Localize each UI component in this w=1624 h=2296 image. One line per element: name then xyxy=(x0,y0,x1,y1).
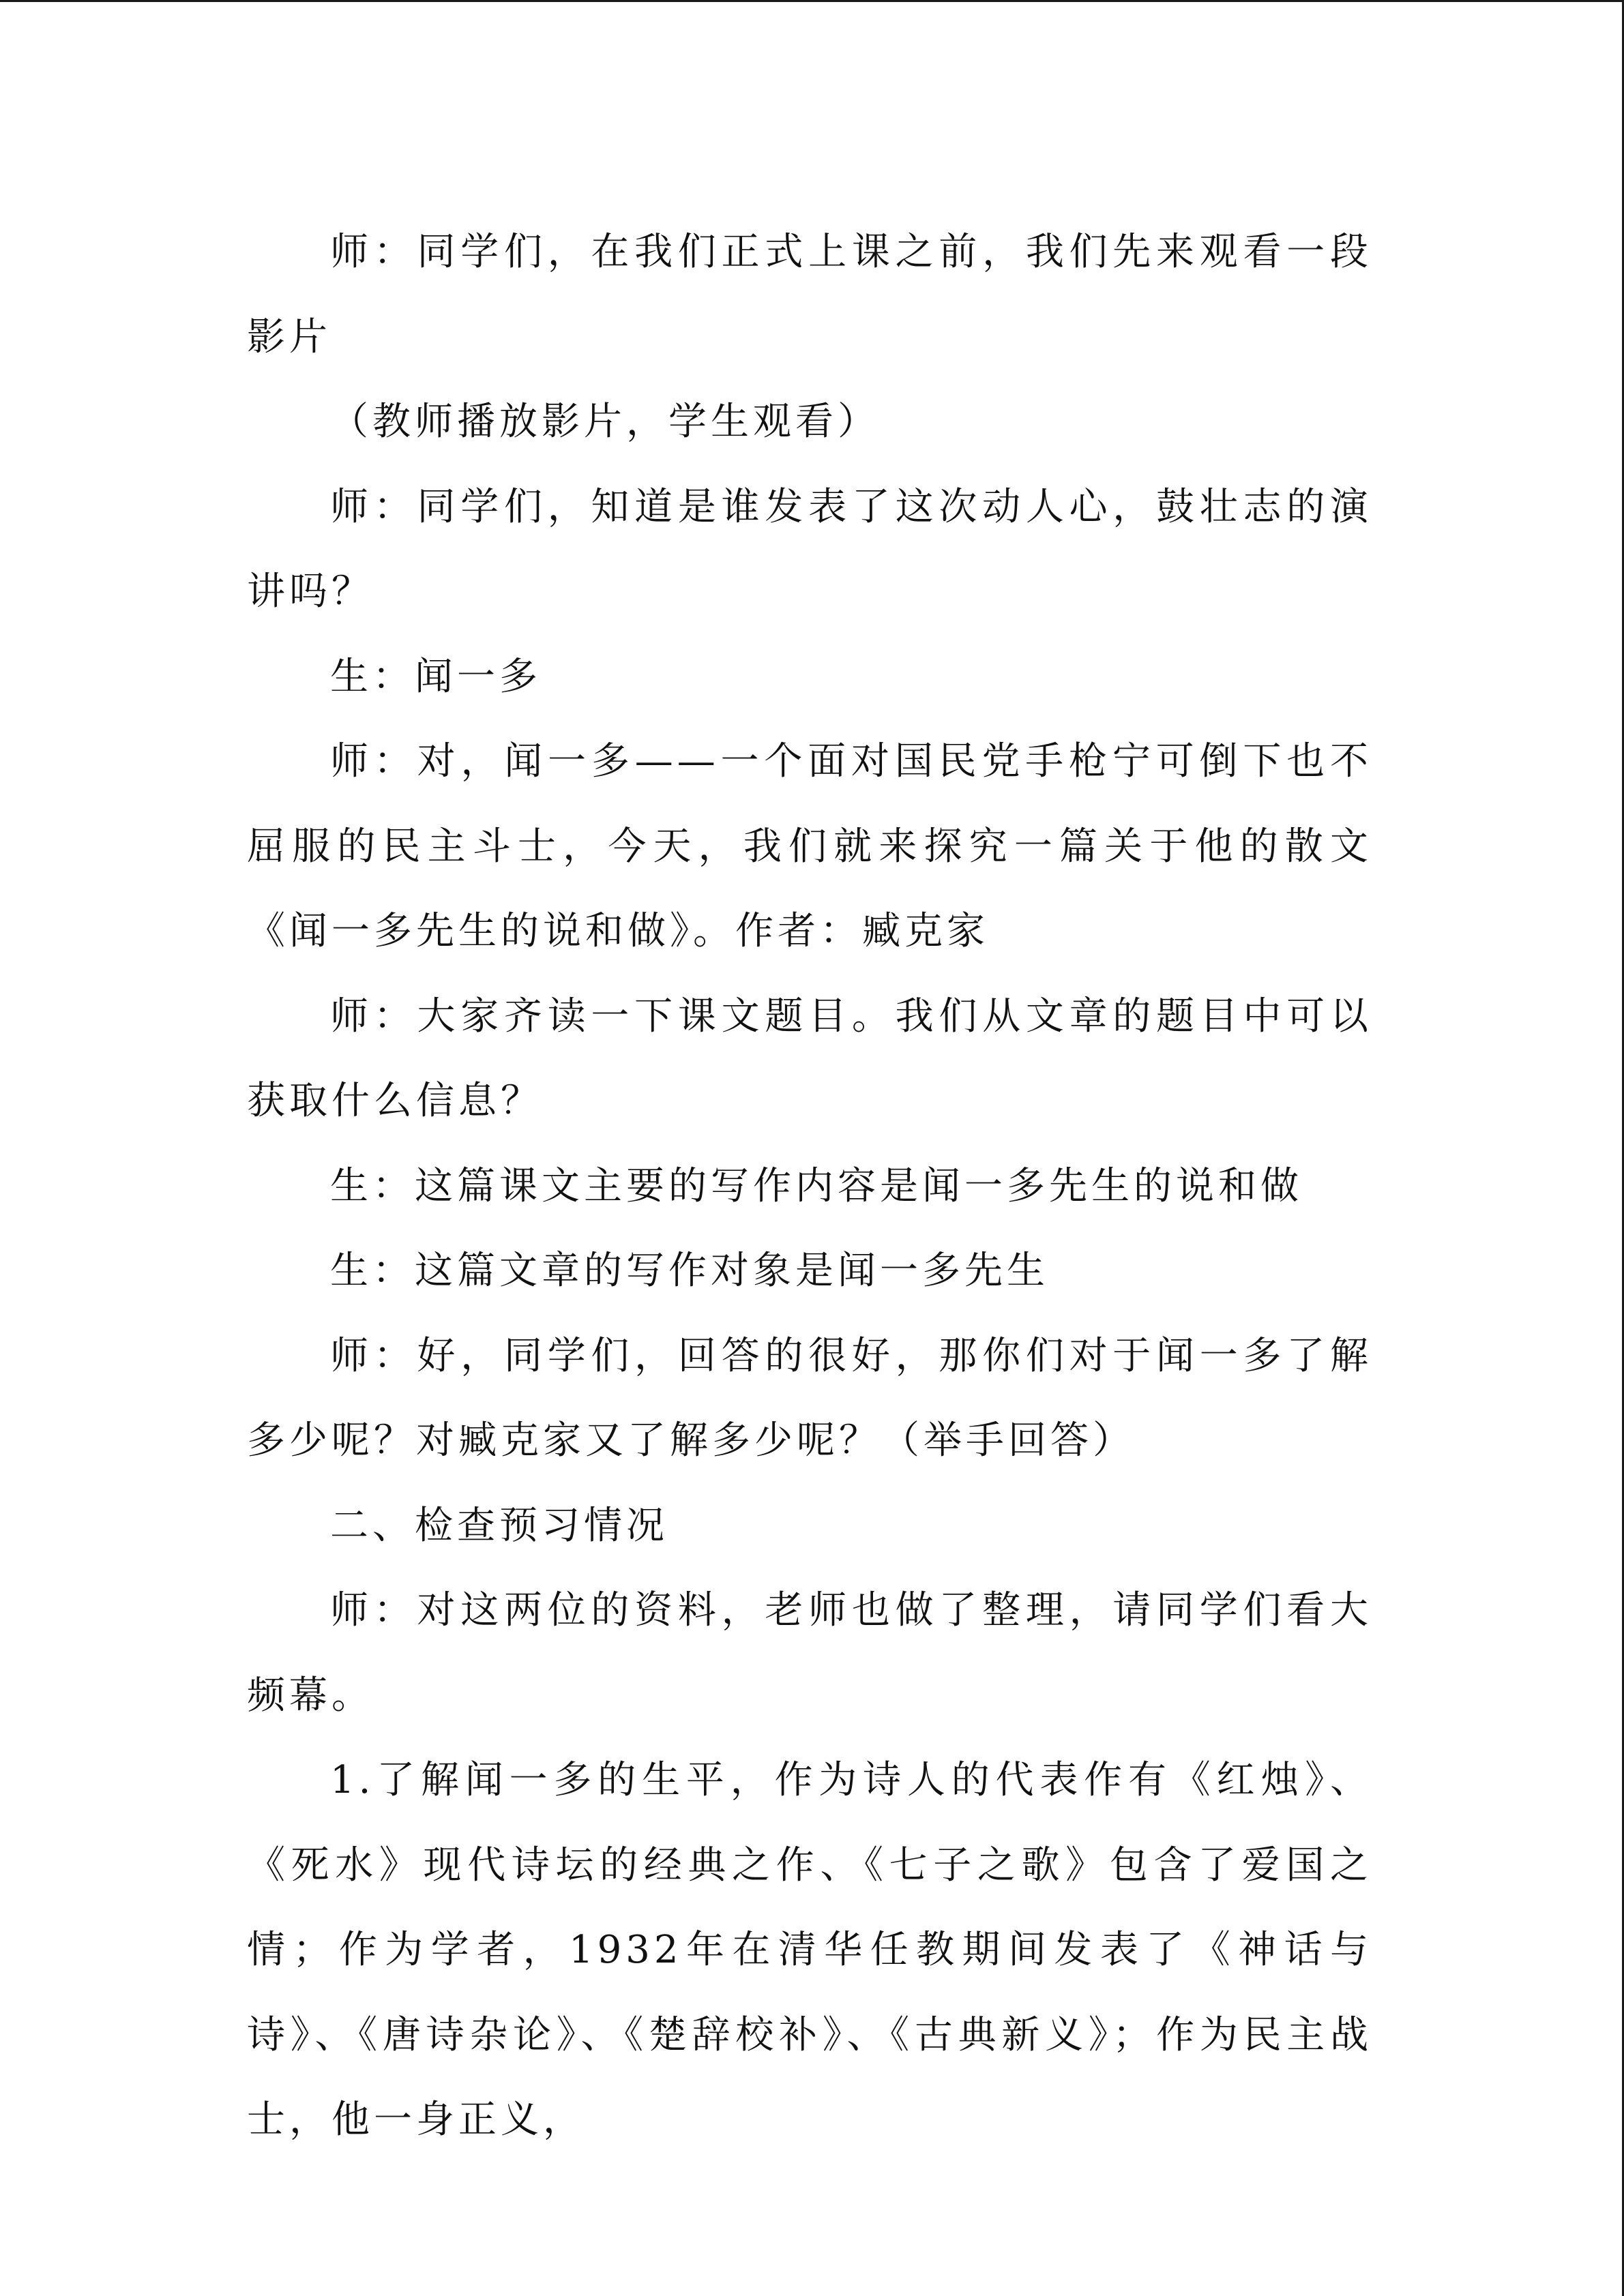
page-border-top xyxy=(0,0,1624,2)
paragraph-biography-point-1: 1.了解闻一多的生平，作为诗人的代表作有《红烛》、《死水》现代诗坛的经典之作、《七子之歌》包含了爱国之情；作为学者，1932年在清华任教期间发表了《神话与诗》、《唐诗杂论》、《楚辞校补》、《古典新义》；作为民主战士，他一身正义， xyxy=(247,1758,1372,2142)
paragraph-student-content: 生：这篇课文主要的写作内容是闻一多先生的说和做 xyxy=(330,1163,1303,1208)
paragraph-teacher-introduce-text: 师：对，闻一多——一个面对国民党手枪宁可倒下也不屈服的民主斗士，今天，我们就来探究一篇关于他的散文《闻一多先生的说和做》。作者：臧克家 xyxy=(247,739,1372,953)
paragraph-teacher-intro: 师：同学们，在我们正式上课之前，我们先来观看一段影片 xyxy=(247,230,1372,359)
paragraph-teacher-screen: 师：对这两位的资料，老师也做了整理，请同学们看大频幕。 xyxy=(247,1588,1372,1718)
paragraph-teacher-question: 师：同学们，知道是谁发表了这次动人心，鼓壮志的演讲吗？ xyxy=(247,484,1372,614)
paragraph-teacher-praise: 师：好，同学们，回答的很好，那你们对于闻一多了解多少呢？对臧克家又了解多少呢？（举手回答） xyxy=(247,1333,1372,1463)
document-body xyxy=(247,210,1372,2163)
section-heading-preview-check: 二、检查预习情况 xyxy=(330,1503,668,1548)
paragraph-student-answer: 生：闻一多 xyxy=(330,654,542,699)
paragraph-teacher-read-title: 师：大家齐读一下课文题目。我们从文章的题目中可以获取什么信息？ xyxy=(247,994,1372,1123)
paragraph-student-subject: 生：这篇文章的写作对象是闻一多先生 xyxy=(330,1249,1049,1293)
paragraph-stage-direction: （教师播放影片，学生观看） xyxy=(330,400,880,444)
